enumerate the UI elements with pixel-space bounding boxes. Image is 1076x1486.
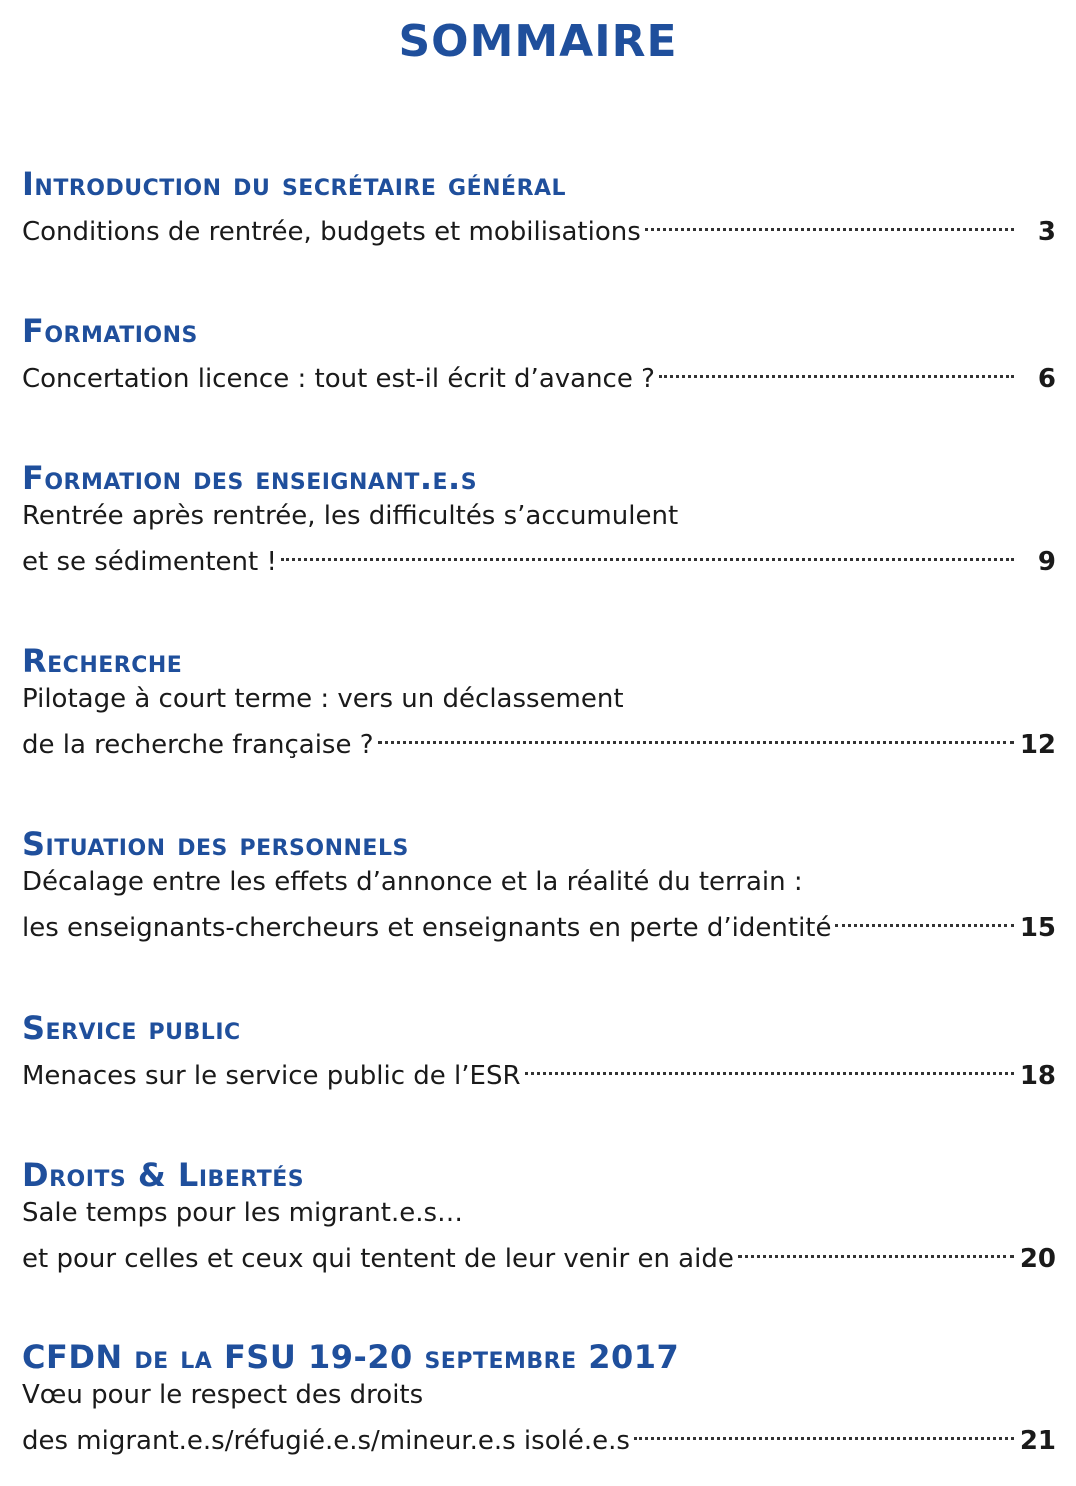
section-heading: Situation des personnels [22, 825, 409, 863]
page-number: 21 [1019, 1426, 1056, 1456]
page-number: 18 [1019, 1061, 1056, 1091]
entry-title: de la recherche française ? [22, 730, 374, 760]
entry-title: et se sédimentent ! [22, 547, 277, 577]
page-number: 6 [1037, 364, 1056, 394]
section-heading: Service public [22, 1009, 241, 1047]
entry-title: les enseignants-chercheurs et enseignants en perte d’identité [22, 913, 832, 943]
dot-leader [645, 204, 1014, 240]
entry-title: Concertation licence : tout est-il écrit d’avance ? [22, 364, 655, 394]
section-heading: Formations [22, 312, 198, 350]
page-number: 20 [1019, 1244, 1056, 1274]
entry-line: Vœu pour le respect des droits [22, 1380, 424, 1410]
dot-leader [738, 1231, 1014, 1267]
entry-title: Conditions de rentrée, budgets et mobilisations [22, 217, 641, 247]
toc-entry[interactable] [22, 534, 1056, 577]
section-heading: Recherche [22, 642, 183, 680]
page-number: 15 [1019, 913, 1056, 943]
toc-section-service-public [22, 1008, 1056, 1091]
page-number: 12 [1019, 730, 1056, 760]
entry-title: des migrant.e.s/réfugié.e.s/mineur.e.s isolé.e.s [22, 1426, 630, 1456]
toc-section-situation-personnels [22, 824, 1056, 943]
toc-entry[interactable] [22, 900, 1056, 943]
toc-entry[interactable] [22, 204, 1056, 247]
section-heading: Introduction du secrétaire général [22, 165, 567, 203]
toc-section-droits-libertes [22, 1155, 1056, 1274]
toc-entry[interactable] [22, 351, 1056, 394]
section-heading: CFDN de la FSU 19-20 septembre 2017 [22, 1338, 680, 1376]
page-title: SOMMAIRE [398, 16, 678, 67]
dot-leader [659, 351, 1014, 387]
entry-title: et pour celles et ceux qui tentent de leur venir en aide [22, 1244, 734, 1274]
toc-entry[interactable] [22, 1231, 1056, 1274]
toc-section-formations [22, 311, 1056, 394]
toc-section-cfdn-fsu [22, 1337, 1056, 1456]
entry-line: Rentrée après rentrée, les difficultés s’accumulent [22, 501, 679, 531]
toc-section-introduction [22, 164, 1056, 247]
toc-entry[interactable] [22, 1048, 1056, 1091]
entry-line: Pilotage à court terme : vers un déclassement [22, 684, 624, 714]
toc-section-formation-enseignants [22, 458, 1056, 577]
toc-entry[interactable] [22, 717, 1056, 760]
entry-line: Sale temps pour les migrant.e.s… [22, 1198, 464, 1228]
toc-section-recherche [22, 641, 1056, 760]
toc-entry[interactable] [22, 1413, 1056, 1456]
section-heading: Droits & Libertés [22, 1156, 305, 1194]
page-number: 9 [1037, 547, 1056, 577]
entry-line: Décalage entre les effets d’annonce et la réalité du terrain : [22, 867, 803, 897]
dot-leader [378, 717, 1014, 753]
entry-title: Menaces sur le service public de l’ESR [22, 1061, 521, 1091]
dot-leader [835, 900, 1013, 936]
section-heading: Formation des enseignant.e.s [22, 459, 478, 497]
dot-leader [634, 1413, 1014, 1449]
dot-leader [281, 534, 1014, 570]
dot-leader [525, 1048, 1014, 1084]
page-number: 3 [1037, 217, 1056, 247]
